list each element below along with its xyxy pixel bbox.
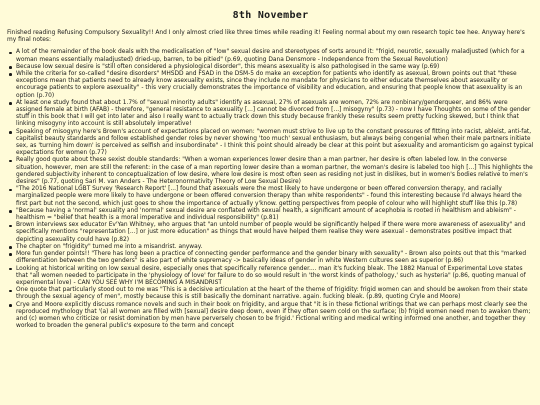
post-title: 8th November [232, 10, 309, 21]
note-item: "The 2016 National LGBT Survey 'Research Report' [...] found that asexuals were the most likely to have undergone or been offered conversion therapy, and racially marginalized people were more likely to have undergone or been offered conversion therapy than white respondents" - found this interesting because I'd always heard the first part but not the second, which just goes to show the importance of actually y'know. getting perspectives from people of colour who will highlight stuff like this (p.78) [16, 186, 534, 208]
note-item: Brown interviews sex educator Ev'Yan Whitney, who argues that "an untold number of people would be significantly helped if there were more awareness of asexuality" and specifically mentions "representation [...] or just more education" as things that would have helped them realise they were asexual - demonstrates positive impact that depicting asexuality could have (p.82) [16, 222, 534, 244]
note-item: Looking at historical writing on low sexual desire, especially ones that specifically reference gender.... man it's fucking bleak. The 1882 Manual of Experimental Love states that "all women needed to participate in the 'physiology of love' for failure to do so would result in 'the worst kinds of pathology,' such as hysteria" (p.86, quoting manual of experimental love) - CAN YOU SEE WHY I'M BECOMING A MISANDRIST [16, 266, 534, 288]
note-item: A lot of the remainder of the book deals with the medicalisation of "low" sexual desire and stereotypes of sorts around it: "frigid, neurotic, sexually maladjusted (which for a woman means essentially maladjusted) dried-up, barren, to be pitied" (p.69, quoting Dana Densmore - Independence from the Sexual Revolution) [16, 49, 534, 63]
note-item: While the criteria for so-called "desire disorders" MHSDD and FSAD in the DSM-5 do make an exception for patients who identify as asexual, Brown points out that "these exceptions mean that patients need to already know asexuality exists, since they include no mandate for physicians to either educate themselves about asexuality or encourage patients to explore asexuality" - this very crucially demonstrates the importance of visibility and education, and ensuring that people know that asexuality is an option (p.70) [16, 71, 534, 100]
note-item: One quote that particularly stood out to me was "This is a decisive articulation at the heart of the theme of frigidity: frigid women can and should be awoken from their state through the sexual agency of men", mostly because this is still basically the dominant narrative. again. fucking bleak. (p.89, quoting Cryle and Moore) [16, 287, 534, 301]
note-item: Really good quote about these sexist double standards: "When a woman experiences lower desire than a man partner, her desire is often labeled low. In the converse situation, however, men are still the referent: in the case of a man reporting lower desire than a woman partner, the woman's desire is labeled too high [...] This highlights the gendered subjectivity inherent to conceptualization of low desire, where low desire is most often seen as residing not just in dislikes, but in women's bodies relative to men's desires" (p.77, quoting Sari M. van Anders - The Heteronormativity Theory of Low Sexual Desire) [16, 157, 533, 186]
note-item: At least one study found that about 1.7% of "sexual minority adults" identify as asexual, 27% of asexuals are women, 72% are nonbinary/genderqueer, and 86% were assigned female at birth (AFAB) - therefore, "general resistance to asexuality [...] cannot be divorced from [...] misogyny" (p.73) - now I have Thoughts on some of the gender stuff in this book that I will get into later and also I really want to actually track down this study because frankly these results seem pretty fucking skewed, but I think that linking misogyny into account is still absolutely imperative! [16, 100, 534, 129]
note-item: More fun gender points!! "There has long been a practice of connecting gender performance and the gender binary with sexuality" - Brown also points out that this "marked differentiation between the two genders" is also part of white supremacy -> basically ideas of gender in white Western cultures seen as superior (p.86) [16, 251, 534, 265]
note-item: Crye and Moore explicitly discuss romance novels and such in their book on frigidity, and argue that "it is in these fictional writings that we can perhaps most clearly see the reproduced mythology that '(a) all women are filled with [sexual] desire deep down, even if they often seem cold on the surface; (b) frigid women need men to awaken them; and (c) women who criticize or resist domination by men have perversely chosen to be frigid.' Fictional writing and medical writing informed one another, and together they worked to broaden the general public's exposure to the term and concept [16, 302, 534, 331]
note-item: "Because having a 'normal' sexuality and 'normal' sexual desire are conflated with sexual health, a significant amount of acephobia is rooted in healthism and ableism" - healthism = "belief that health is a moral imperative and individual responsibility" (p.81) [16, 208, 534, 222]
post-intro: Finished reading Refusing Compulsory Sexuality!! And I only almost cried like three times while reading it! Feeling normal about my own research topic tee hee. Anyway here's my final notes: [7, 30, 525, 44]
note-item: Speaking of misogyny here's Brown's account of expectations placed on women: "women must strive to live up to the constant pressures of fitting into racist, ableist, anti-fat, capitalist beauty standards and follow established gender roles by never showing 'too much' sexual enthusiasm, but always being congenial when their male partners initiate sex, as 'turning him down' is perceived as selfish and insubordinate" - I think this point should already be clear at this point but asexuality and aromanticism go against typical expectations for women (p.77) [16, 128, 534, 157]
note-item: Because low sexual desire is "still often considered a physiological disorder", this means asexuality is also pathologised in the same way (p.69) [16, 64, 534, 71]
notes-list [7, 49, 534, 330]
note-item: The chapter on "frigidity" turned me into a misandrist. anyway. [16, 244, 534, 251]
